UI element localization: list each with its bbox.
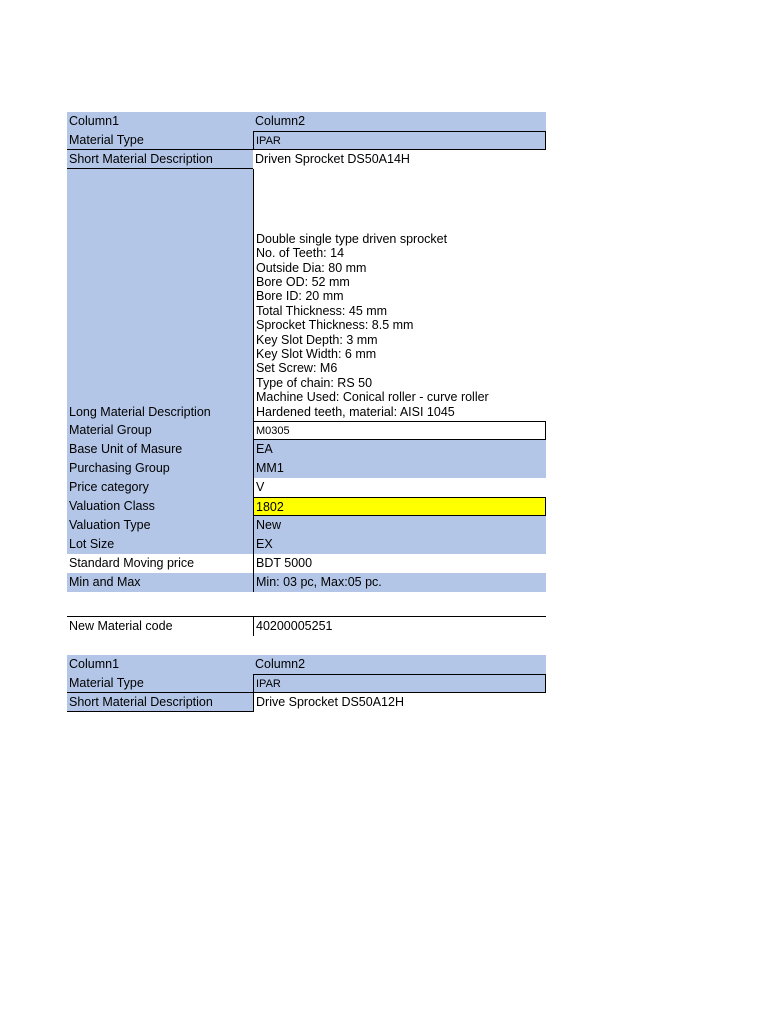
value-price-category[interactable]: V: [253, 478, 546, 497]
header-cell-column1[interactable]: Column1: [67, 655, 253, 674]
long-description-line: Key Slot Width: 6 mm: [256, 346, 377, 361]
long-description-line: No. of Teeth: 14: [256, 246, 345, 261]
label-valuation-class[interactable]: Valuation Class: [67, 497, 253, 516]
value-base-unit[interactable]: EA: [253, 440, 546, 459]
long-description-line: Hardened teeth, material: AISI 1045: [256, 404, 455, 419]
table-row-price-category: [67, 478, 546, 497]
table-row-material-type: [67, 674, 546, 693]
new-code-row: [67, 616, 546, 636]
value-long-description[interactable]: [253, 169, 546, 421]
table-row-purchasing-group: [67, 459, 546, 478]
material-table-1: [67, 112, 546, 592]
long-description-line: Set Screw: M6: [256, 361, 338, 376]
label-purchasing-group[interactable]: Purchasing Group: [67, 459, 253, 478]
value-min-max[interactable]: Min: 03 pc, Max:05 pc.: [253, 573, 546, 592]
long-description-line: Outside Dia: 80 mm: [256, 260, 367, 275]
new-material-code-row: [67, 616, 546, 636]
label-material-group[interactable]: Material Group: [67, 421, 253, 440]
material-table-2: [67, 655, 546, 712]
label-min-max[interactable]: Min and Max: [67, 573, 253, 592]
label-valuation-type[interactable]: Valuation Type: [67, 516, 253, 535]
long-description-line: Machine Used: Conical roller - curve roller: [256, 390, 489, 405]
label-lot-size[interactable]: Lot Size: [67, 535, 253, 554]
table-row-long-description: [67, 169, 546, 421]
label-standard-moving-price[interactable]: Standard Moving price: [67, 554, 253, 573]
long-description-line: Key Slot Depth: 3 mm: [256, 332, 378, 347]
long-description-line: Total Thickness: 45 mm: [256, 303, 388, 318]
label-material-type[interactable]: Material Type: [67, 674, 253, 693]
value-short-description[interactable]: Driven Sprocket DS50A14H: [253, 150, 546, 169]
table-row-short-description: [67, 693, 546, 712]
table-header-row: [67, 655, 546, 674]
value-standard-moving-price[interactable]: BDT 5000: [253, 554, 546, 573]
value-valuation-class[interactable]: 1802: [253, 497, 546, 516]
header-cell-column2[interactable]: Column2: [253, 655, 546, 674]
value-material-group[interactable]: M0305: [253, 421, 546, 440]
value-new-material-code[interactable]: 40200005251: [253, 617, 546, 636]
label-long-description-text: Long Material Description: [69, 405, 211, 419]
long-description-line: Bore OD: 52 mm: [256, 274, 350, 289]
table-row-valuation-type: [67, 516, 546, 535]
table-row-lot-size: [67, 535, 546, 554]
value-lot-size[interactable]: EX: [253, 535, 546, 554]
table-row-material-group: [67, 421, 546, 440]
value-purchasing-group[interactable]: MM1: [253, 459, 546, 478]
label-price-category[interactable]: Price category: [67, 478, 253, 497]
table-row-valuation-class: [67, 497, 546, 516]
long-description-line: Double single type driven sprocket: [256, 231, 448, 246]
value-material-type[interactable]: IPAR: [253, 674, 546, 693]
value-valuation-type[interactable]: New: [253, 516, 546, 535]
label-short-description[interactable]: Short Material Description: [67, 693, 253, 712]
table-row-material-type: [67, 131, 546, 150]
table-row-standard-moving-price: [67, 554, 546, 573]
table-row-base-unit: [67, 440, 546, 459]
value-short-description[interactable]: Drive Sprocket DS50A12H: [253, 693, 546, 712]
label-new-material-code[interactable]: New Material code: [67, 617, 253, 636]
table-row-short-description: [67, 150, 546, 169]
long-description-line: Sprocket Thickness: 8.5 mm: [256, 318, 414, 333]
table-header-row: [67, 112, 546, 131]
label-material-type[interactable]: Material Type: [67, 131, 253, 150]
header-cell-column1[interactable]: Column1: [67, 112, 253, 131]
label-base-unit[interactable]: Base Unit of Masure: [67, 440, 253, 459]
label-short-description[interactable]: Short Material Description: [67, 150, 253, 169]
table-row-min-max: [67, 573, 546, 592]
long-description-line: Type of chain: RS 50: [256, 375, 373, 390]
label-long-description[interactable]: [67, 169, 253, 421]
value-material-type[interactable]: IPAR: [253, 131, 546, 150]
long-description-line: Bore ID: 20 mm: [256, 289, 344, 304]
header-cell-column2[interactable]: Column2: [253, 112, 546, 131]
